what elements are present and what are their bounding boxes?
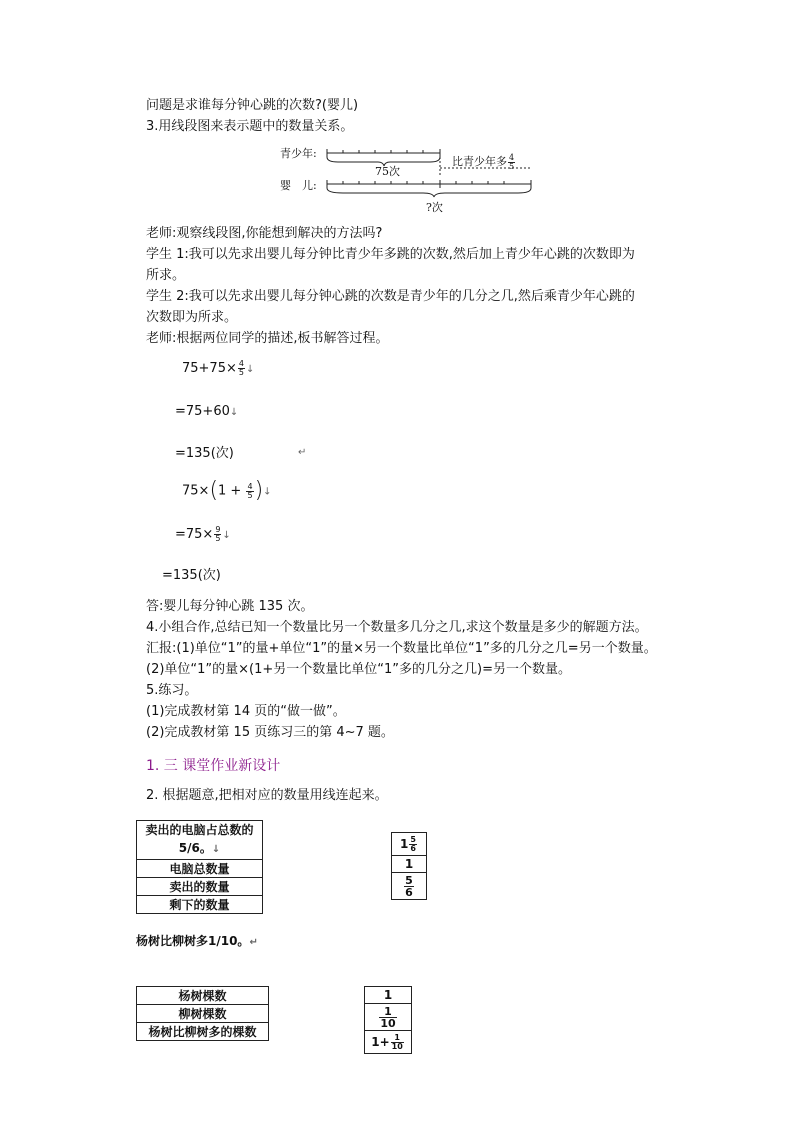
- exercise1-line: (1)完成教材第 14 页的“做一做”。: [146, 704, 346, 719]
- matching1-left-table: [136, 820, 263, 914]
- math-line-6: =135(次): [162, 568, 221, 583]
- enter-mark: ↵: [298, 447, 307, 458]
- step3-line: 3.用线段图来表示题中的数量关系。: [146, 119, 354, 134]
- matching2-left-table: [136, 986, 269, 1041]
- seventy-five-label: 75次: [375, 165, 400, 178]
- task-line: 2. 根据题意,把相对应的数量用线连起来。: [146, 788, 388, 803]
- matching2-right-table: [364, 986, 412, 1054]
- poplar-prompt: 杨树比柳树多1/10。↵: [136, 934, 258, 948]
- step4-line: 4.小组合作,总结已知一个数量比另一个数量多几分之几,求这个数量是多少的解题方法。: [146, 620, 648, 635]
- math-line-4: 75×(1 + $\frac{4}{5}$ )↓: [182, 478, 272, 503]
- baby-label: 婴 儿:: [280, 179, 317, 192]
- teen-label: 青少年:: [280, 147, 317, 160]
- difference-count-cell: 杨树比柳树多的棵数: [137, 1023, 269, 1041]
- one-and-five-sixths-cell: 1 $\frac{5}{6}$: [392, 833, 427, 856]
- line-segment-diagram: [278, 141, 538, 216]
- poplar-count-cell: 杨树棵数: [137, 987, 269, 1005]
- math-line-3: =135(次): [175, 446, 234, 461]
- report1-line: 汇报:(1)单位“1”的量+单位“1”的量×另一个数量比单位“1”多的几分之几=另一个数量。: [146, 641, 657, 656]
- student1-line2: 所求。: [146, 268, 186, 283]
- step5-line: 5.练习。: [146, 683, 198, 698]
- one-tenth-cell: $\frac{1}{10}$: [365, 1004, 412, 1031]
- student2-line2: 次数即为所求。: [146, 310, 238, 325]
- willow-count-cell: 柳树棵数: [137, 1005, 269, 1023]
- report2-line: (2)单位“1”的量×(1+另一个数量比单位“1”多的几分之几)=另一个数量。: [146, 662, 571, 677]
- tree-one-cell: 1: [365, 987, 412, 1004]
- computer-left-cell: 剩下的数量: [137, 896, 263, 914]
- question-line: 问题是求谁每分钟心跳的次数?(婴儿): [146, 98, 359, 113]
- unknown-label: ?次: [426, 201, 443, 214]
- math-line-1: 75+75× $\frac{4}{5}$ ↓: [182, 359, 255, 377]
- math-line-5: =75× $\frac{9}{5}$ ↓: [175, 525, 231, 543]
- baby-brace: [327, 188, 531, 197]
- exercise2-line: (2)完成教材第 15 页练习三的第 4~7 题。: [146, 725, 394, 740]
- teacher-question: 老师:观察线段图,你能想到解决的方法吗?: [146, 226, 383, 241]
- answer-line: 答:婴儿每分钟心跳 135 次。: [146, 599, 314, 614]
- five-sixths-cell: $\frac{5}{6}$: [392, 873, 427, 900]
- computer-sold-cell: 卖出的数量: [137, 878, 263, 896]
- computer-prompt-cell: 卖出的电脑占总数的 5/6。↓: [137, 821, 263, 860]
- one-plus-one-tenth-cell: 1+ $\frac{1}{10}$: [365, 1031, 412, 1054]
- student1-line1: 学生 1:我可以先求出婴儿每分钟比青少年多跳的次数,然后加上青少年心跳的次数即为: [146, 247, 635, 262]
- more-label: 比青少年多 $\frac{4}{5}$: [452, 152, 515, 171]
- teacher-board: 老师:根据两位同学的描述,板书解答过程。: [146, 331, 389, 346]
- math-line-2: =75+60↓: [175, 404, 239, 419]
- computer-total-cell: 电脑总数量: [137, 860, 263, 878]
- one-cell: 1: [392, 856, 427, 873]
- matching1-right-table: [391, 832, 427, 900]
- section-heading: 1. 三 课堂作业新设计: [146, 758, 281, 774]
- student2-line1: 学生 2:我可以先求出婴儿每分钟心跳的次数是青少年的几分之几,然后乘青少年心跳的: [146, 289, 635, 304]
